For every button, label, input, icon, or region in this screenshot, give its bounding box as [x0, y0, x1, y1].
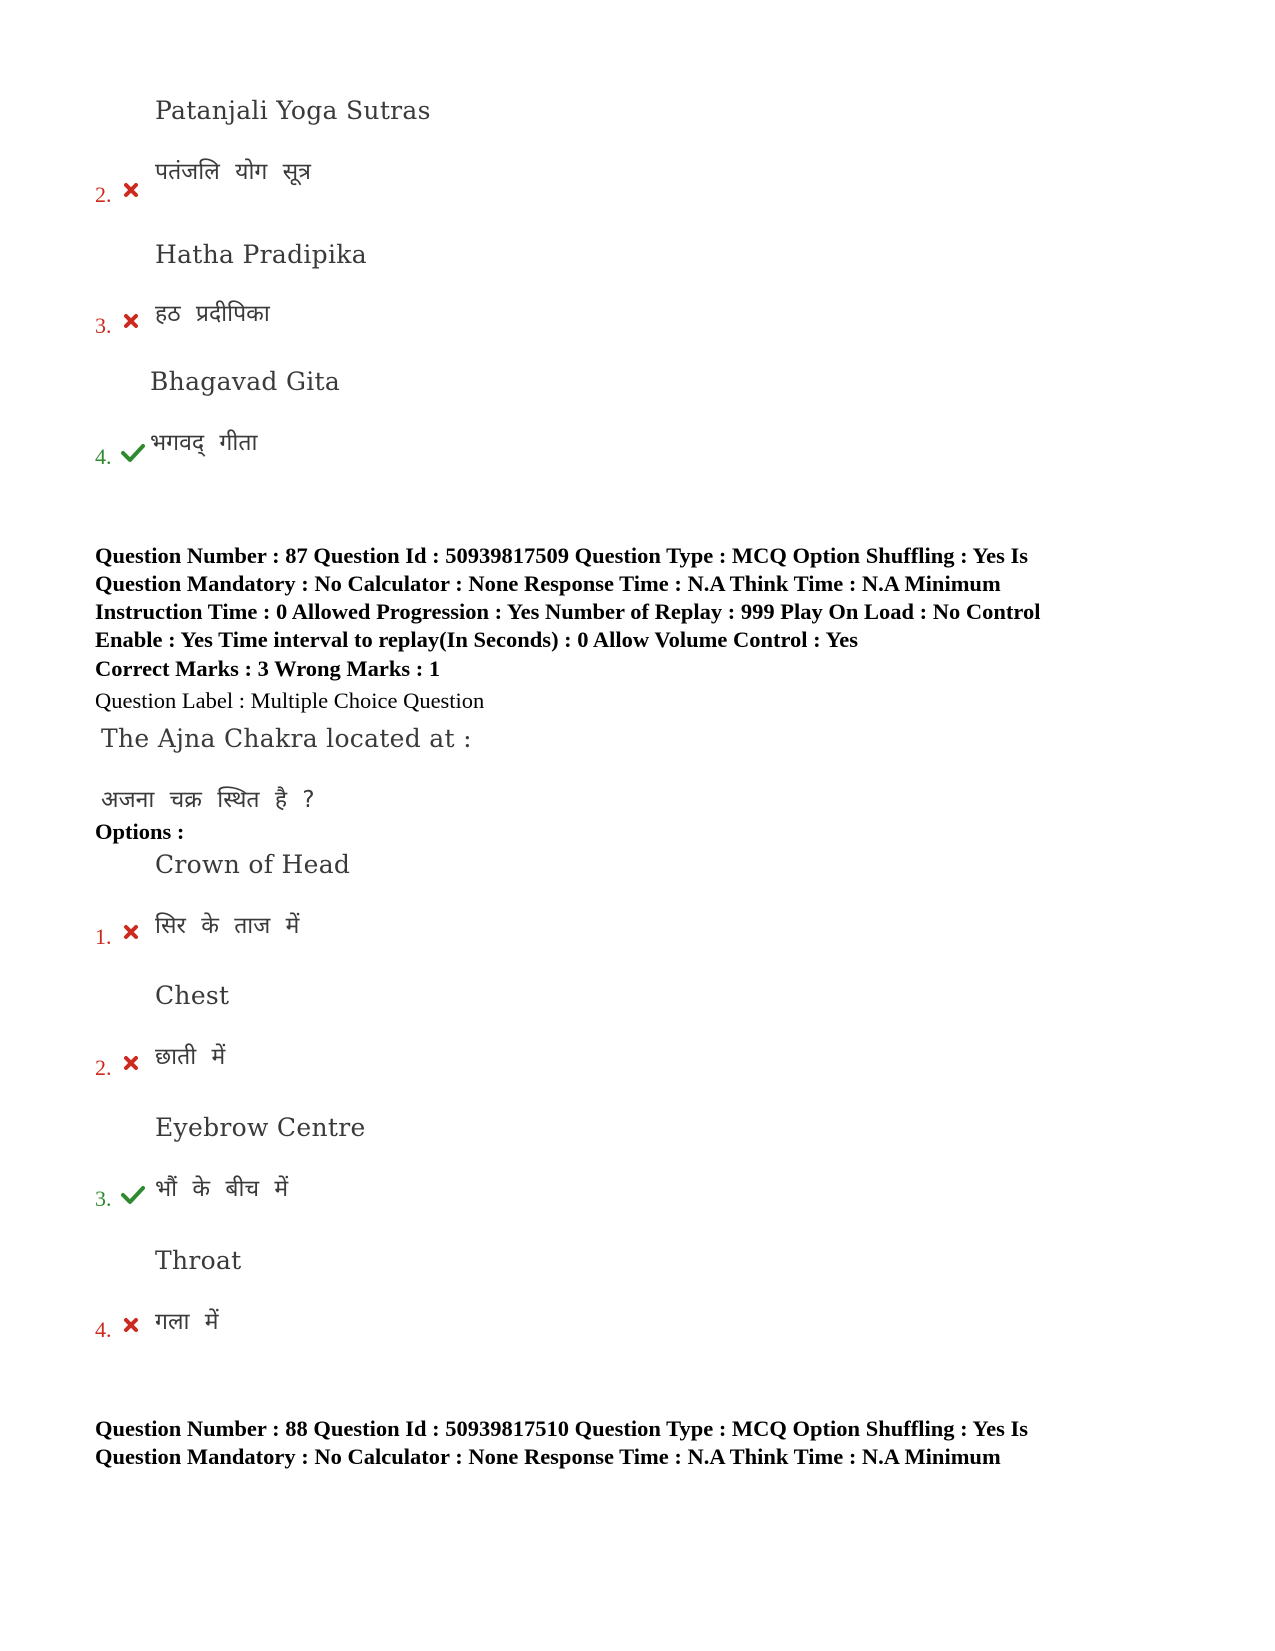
option-4-number: 4.	[95, 1317, 112, 1342]
cross-icon	[121, 922, 145, 944]
prev-option-4-english: Bhagavad Gita	[150, 367, 341, 396]
option-4-hindi: गला में	[155, 1309, 219, 1335]
options-heading: Options :	[95, 819, 185, 844]
option-1-number: 1.	[95, 924, 112, 949]
question-88-metadata	[95, 1415, 1205, 1471]
option-3-number: 3.	[95, 1186, 112, 1211]
option-3-hindi: भौं के बीच में	[155, 1176, 289, 1202]
metadata-line: Instruction Time : 0 Allowed Progression : Yes Number of Replay : 999 Play On Load : No Control	[95, 599, 1041, 624]
marks-line: Correct Marks : 3 Wrong Marks : 1	[95, 656, 441, 681]
metadata-line: Question Number : 87 Question Id : 50939817509 Question Type : MCQ Option Shuffling : Yes Is	[95, 543, 1029, 568]
cross-icon	[121, 1053, 145, 1075]
prev-option-4-number: 4.	[95, 444, 112, 469]
prev-option-3-english: Hatha Pradipika	[155, 240, 367, 269]
check-icon	[121, 1184, 145, 1206]
prev-option-3-hindi: हठ प्रदीपिका	[155, 301, 270, 327]
prev-option-2-hindi: पतंजलि योग सूत्र	[155, 159, 311, 185]
question-87-metadata	[95, 542, 1205, 654]
cross-icon	[121, 180, 145, 202]
option-3-english: Eyebrow Centre	[155, 1113, 366, 1142]
prev-option-2-english: Patanjali Yoga Sutras	[155, 96, 431, 125]
prev-option-3-number: 3.	[95, 313, 112, 338]
question-text-hindi: अजना चक्र स्थित है ?	[101, 787, 315, 813]
metadata-line: Question Mandatory : No Calculator : None Response Time : N.A Think Time : N.A Minimum	[95, 1444, 1001, 1469]
metadata-line: Question Number : 88 Question Id : 50939817510 Question Type : MCQ Option Shuffling : Yes Is	[95, 1416, 1029, 1441]
question-label: Question Label : Multiple Choice Question	[95, 688, 485, 713]
option-4-english: Throat	[155, 1246, 242, 1275]
option-1-hindi: सिर के ताज में	[155, 913, 300, 939]
option-2-number: 2.	[95, 1055, 112, 1080]
prev-option-4-hindi: भगवद्‌ गीता	[150, 430, 258, 456]
option-2-hindi: छाती में	[155, 1044, 226, 1070]
option-2-english: Chest	[155, 981, 230, 1010]
metadata-line: Enable : Yes Time interval to replay(In Seconds) : 0 Allow Volume Control : Yes	[95, 627, 858, 652]
cross-icon	[121, 1315, 145, 1337]
question-text-english: The Ajna Chakra located at :	[101, 724, 472, 753]
prev-option-2-number: 2.	[95, 182, 112, 207]
option-1-english: Crown of Head	[155, 850, 351, 879]
check-icon	[121, 442, 145, 464]
cross-icon	[121, 311, 145, 333]
metadata-line: Question Mandatory : No Calculator : None Response Time : N.A Think Time : N.A Minimum	[95, 571, 1001, 596]
